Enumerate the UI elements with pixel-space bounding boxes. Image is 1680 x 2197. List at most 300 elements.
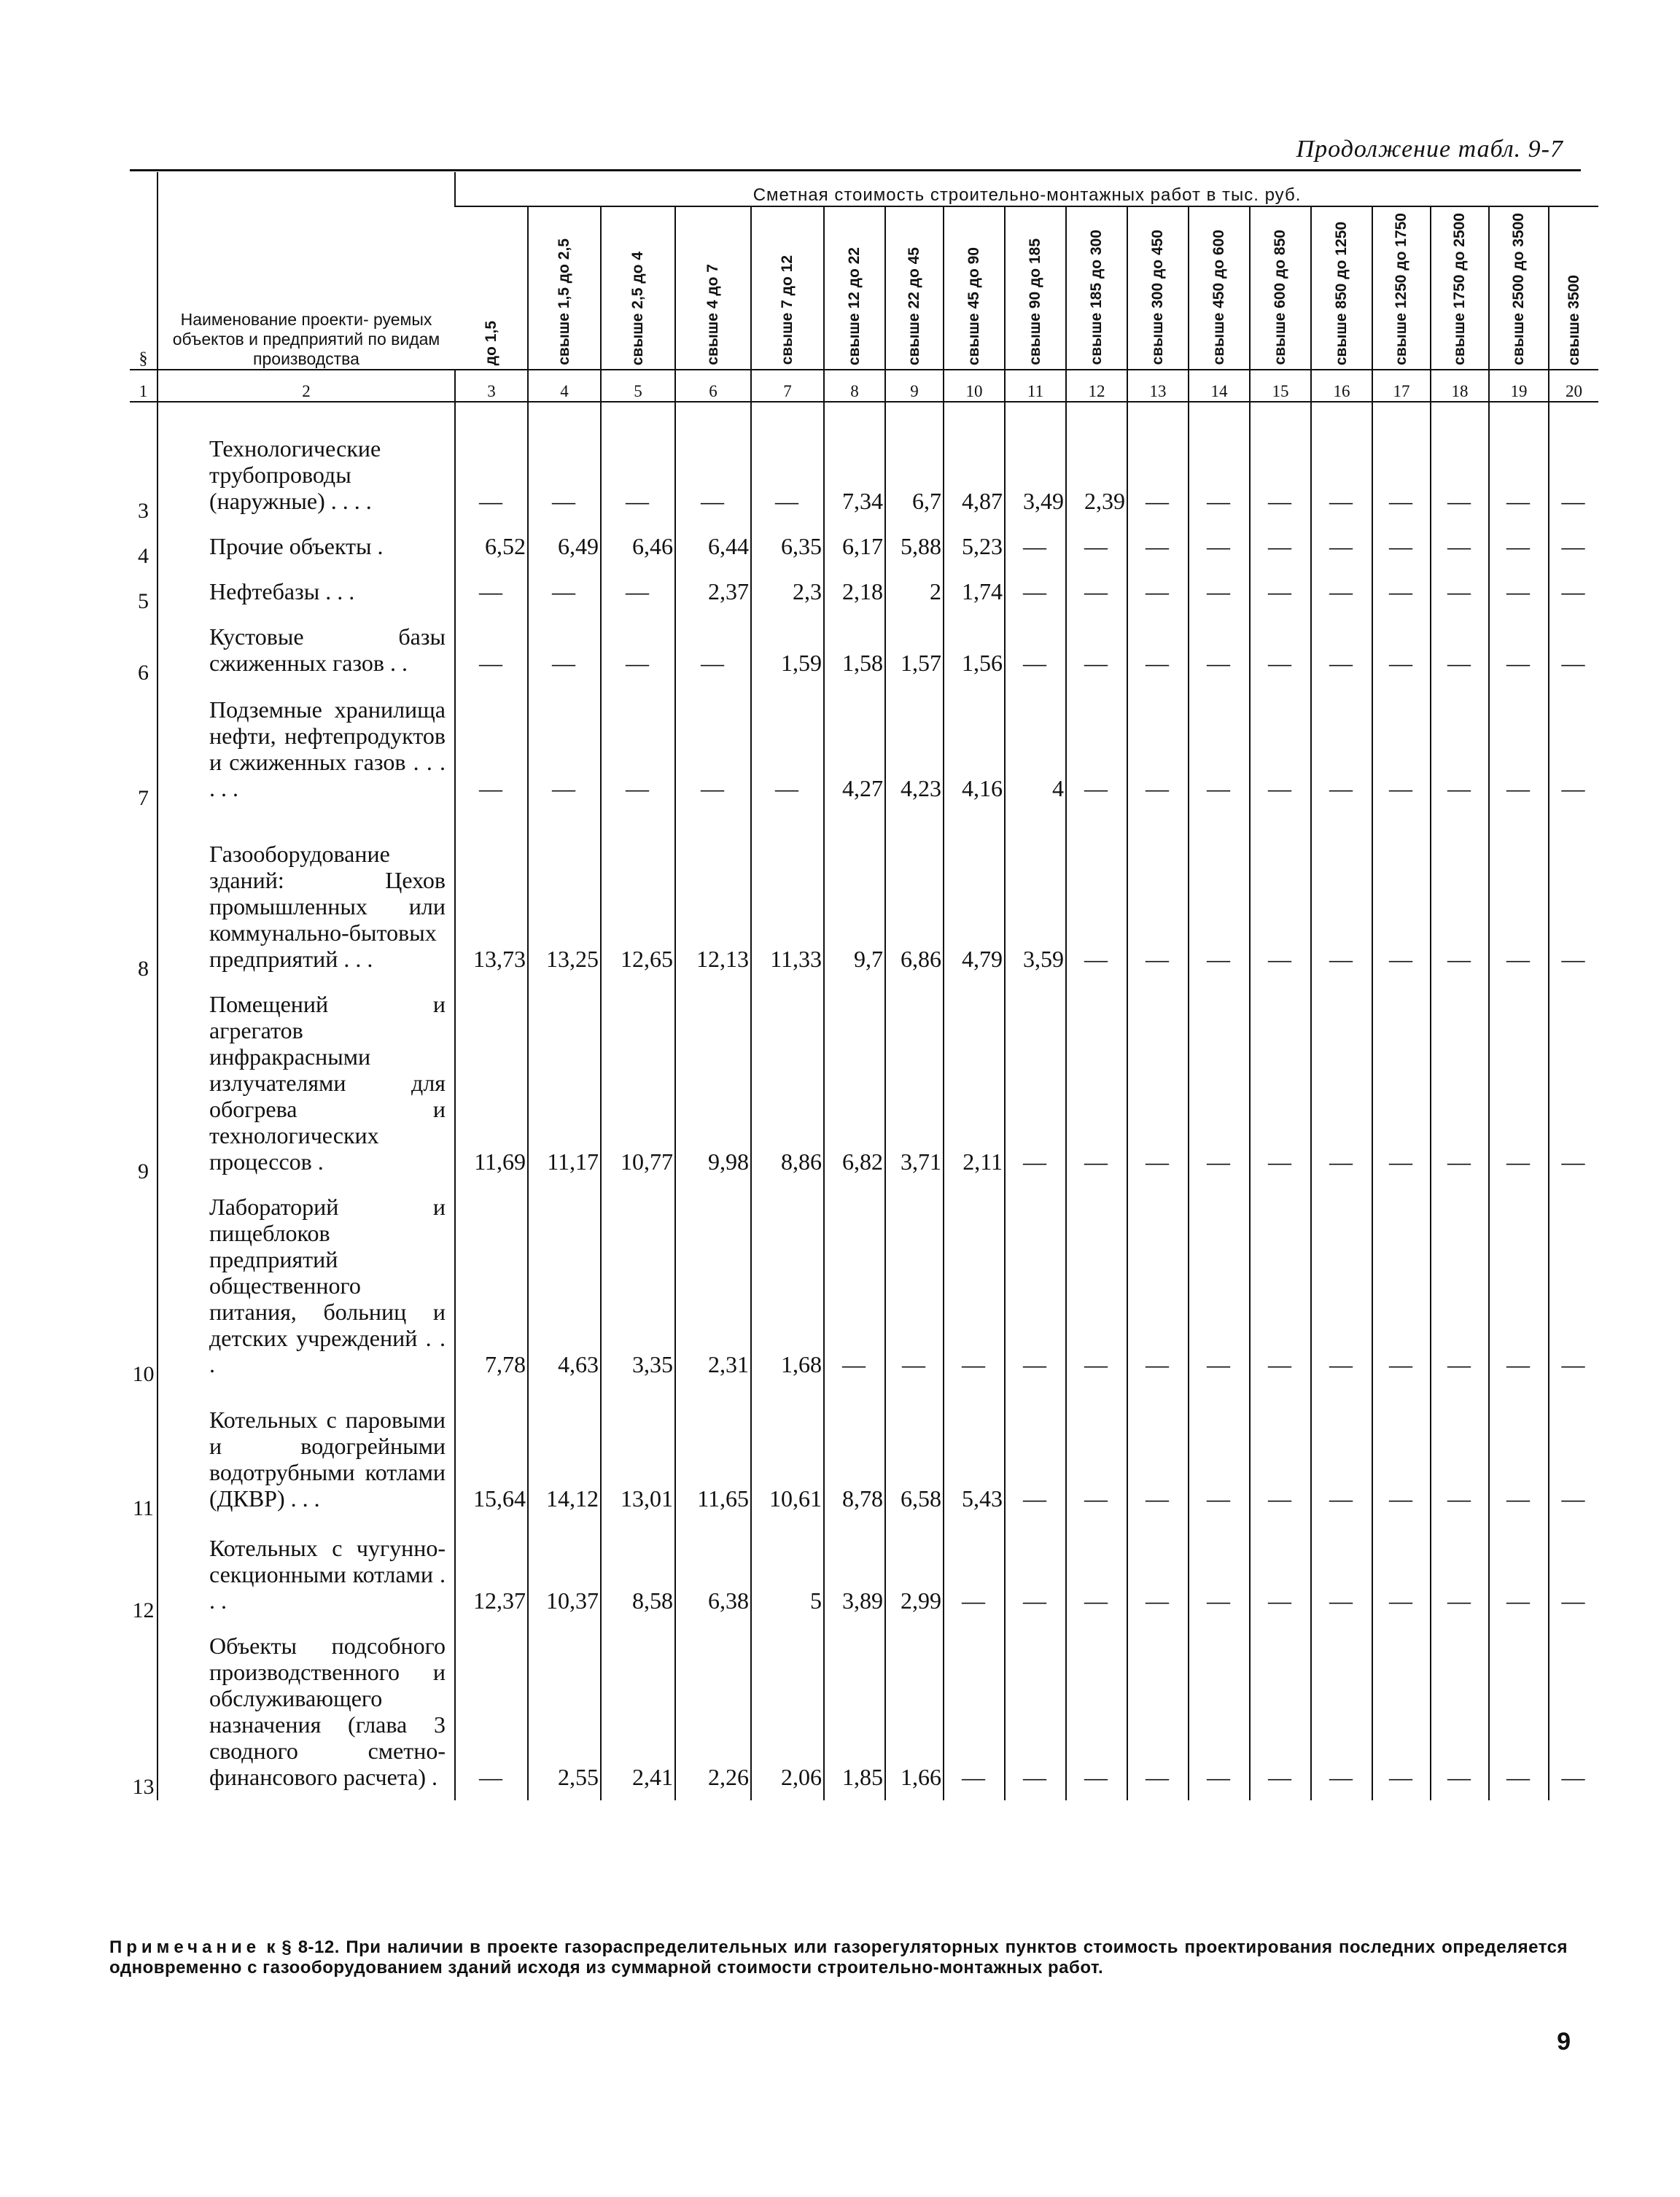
cell-value: —: [1311, 686, 1372, 812]
cell-value: —: [1489, 1388, 1549, 1522]
cell-value: —: [1189, 982, 1250, 1185]
cell-value: —: [1250, 524, 1311, 569]
cell-value: —: [1372, 524, 1431, 569]
footnote-text: к § 8-12. При наличии в проекте газораспределительных или газорегуляторных пунктов стоимость проектирования последних определяется одновременно с газооборудованием зданий исходя из суммарной стоимости строительно-монтажных работ.: [109, 1937, 1568, 1978]
cell-value: 7,34: [824, 402, 885, 524]
cell-value: —: [1549, 1522, 1598, 1624]
cell-value: —: [1250, 1185, 1311, 1388]
row-name: [158, 615, 455, 686]
cell-value: —: [1489, 1185, 1549, 1388]
cell-value: 6,46: [601, 524, 675, 569]
cell-value: —: [528, 402, 601, 524]
cell-value: —: [1549, 402, 1598, 524]
range-header-label: свыше 3500: [1565, 274, 1582, 365]
cell-value: —: [1005, 1185, 1066, 1388]
row-name-text: Газооборудование зданий: Цехов промышленных или коммунально-бытовых предприятий . . .: [209, 840, 446, 972]
cell-value: —: [1489, 1624, 1549, 1800]
cell-value: 8,78: [824, 1388, 885, 1522]
cell-value: —: [1431, 812, 1489, 982]
cell-value: 10,61: [751, 1388, 824, 1522]
range-header-label: до 1,5: [482, 320, 499, 365]
cell-value: —: [1066, 812, 1127, 982]
cell-value: 3,89: [824, 1522, 885, 1624]
range-header: [1489, 206, 1549, 370]
cell-value: —: [1431, 1388, 1489, 1522]
row-section: 6: [138, 660, 149, 685]
row-name: [158, 569, 455, 615]
column-number: 4: [528, 370, 601, 402]
cell-value: —: [1549, 1624, 1598, 1800]
row-name: [158, 402, 455, 524]
cell-value: —: [1066, 1624, 1127, 1800]
cell-value: 2,11: [944, 982, 1005, 1185]
row-section: 7: [138, 785, 149, 810]
column-number: 15: [1250, 370, 1311, 402]
cell-value: —: [1372, 1388, 1431, 1522]
cell-value: 11,69: [455, 982, 528, 1185]
cell-value: —: [885, 1185, 944, 1388]
cell-value: 3,71: [885, 982, 944, 1185]
table-body: [130, 402, 1598, 1800]
cell-value: 10,77: [601, 982, 675, 1185]
cell-value: 4,23: [885, 686, 944, 812]
cell-value: 2,55: [528, 1624, 601, 1800]
column-number: 14: [1189, 370, 1250, 402]
cell-value: 12,37: [455, 1522, 528, 1624]
cell-value: —: [1127, 615, 1189, 686]
column-number: 20: [1549, 370, 1598, 402]
range-header-label: свыше 90 до 185: [1027, 238, 1043, 365]
column-number: 13: [1127, 370, 1189, 402]
row-section: 11: [133, 1496, 154, 1520]
cell-value: —: [1489, 524, 1549, 569]
cell-value: —: [1066, 982, 1127, 1185]
row-name: [158, 1388, 455, 1522]
cell-value: 8,58: [601, 1522, 675, 1624]
column-number: 9: [885, 370, 944, 402]
cell-value: —: [1250, 402, 1311, 524]
cell-value: 14,12: [528, 1388, 601, 1522]
range-header-label: свыше 1750 до 2500: [1451, 213, 1468, 365]
cell-value: —: [1250, 686, 1311, 812]
cell-value: 6,17: [824, 524, 885, 569]
range-header: [944, 206, 1005, 370]
cell-value: —: [1250, 982, 1311, 1185]
column-number: 16: [1311, 370, 1372, 402]
cell-value: —: [1250, 615, 1311, 686]
table-row: [130, 524, 1598, 569]
column-number: 2: [158, 370, 455, 402]
table-row: [130, 615, 1598, 686]
cell-value: —: [1250, 812, 1311, 982]
header-row-span: [130, 172, 1598, 206]
range-header-label: свыше 1250 до 1750: [1393, 213, 1409, 365]
cell-value: —: [1549, 812, 1598, 982]
cell-value: —: [1549, 1388, 1598, 1522]
column-number: 1: [130, 370, 158, 402]
cell-value: —: [1372, 686, 1431, 812]
cell-value: 6,82: [824, 982, 885, 1185]
cell-value: —: [1066, 524, 1127, 569]
cell-value: —: [1311, 1185, 1372, 1388]
cell-value: —: [1311, 1624, 1372, 1800]
cell-value: —: [1372, 1185, 1431, 1388]
cell-value: 1,58: [824, 615, 885, 686]
cell-value: —: [1005, 569, 1066, 615]
cell-value: 5,88: [885, 524, 944, 569]
cell-value: —: [1005, 524, 1066, 569]
cell-value: 7,78: [455, 1185, 528, 1388]
cell-value: —: [1431, 1624, 1489, 1800]
cell-value: 5,23: [944, 524, 1005, 569]
row-name: [158, 1185, 455, 1388]
row-name: [158, 686, 455, 812]
range-header: [675, 206, 751, 370]
table-row: [130, 1624, 1598, 1800]
cell-value: —: [1189, 615, 1250, 686]
range-header: [1431, 206, 1489, 370]
cell-value: —: [601, 615, 675, 686]
row-name-text: Нефтебазы . . .: [209, 578, 355, 604]
cell-value: —: [1431, 686, 1489, 812]
cell-value: 2,3: [751, 569, 824, 615]
cell-value: —: [1127, 1522, 1189, 1624]
cell-value: 2,39: [1066, 402, 1127, 524]
cell-value: —: [1066, 1185, 1127, 1388]
cell-value: 2,18: [824, 569, 885, 615]
cell-value: —: [1005, 1624, 1066, 1800]
cell-value: —: [1189, 686, 1250, 812]
cell-value: 6,86: [885, 812, 944, 982]
cell-value: 9,7: [824, 812, 885, 982]
cell-value: —: [455, 402, 528, 524]
cell-value: —: [1127, 569, 1189, 615]
cell-value: —: [1189, 1388, 1250, 1522]
cell-value: —: [1311, 982, 1372, 1185]
cell-value: 3,35: [601, 1185, 675, 1388]
footnote-lead: Примечание: [109, 1937, 261, 1957]
cost-table: [130, 172, 1598, 1800]
cell-value: 1,66: [885, 1624, 944, 1800]
cell-value: —: [1066, 686, 1127, 812]
cell-value: —: [1372, 569, 1431, 615]
cell-value: —: [675, 686, 751, 812]
cell-value: 6,58: [885, 1388, 944, 1522]
row-section: 4: [138, 543, 149, 568]
cell-value: —: [1311, 569, 1372, 615]
cell-value: —: [1489, 812, 1549, 982]
cell-value: —: [1311, 402, 1372, 524]
range-header: [1066, 206, 1127, 370]
table-row: [130, 686, 1598, 812]
range-header-label: свыше 450 до 600: [1210, 230, 1227, 365]
cell-value: —: [1127, 524, 1189, 569]
cell-value: —: [1549, 569, 1598, 615]
range-header: [751, 206, 824, 370]
cell-value: —: [1066, 569, 1127, 615]
range-header: [528, 206, 601, 370]
cell-value: —: [1066, 1388, 1127, 1522]
cell-value: —: [1189, 524, 1250, 569]
row-name-text: Помещений и агрегатов инфракрасными излучателями для обогрева и технологических процессов .: [209, 990, 446, 1175]
cell-value: —: [1127, 982, 1189, 1185]
cell-value: 11,17: [528, 982, 601, 1185]
header-row-numbers: [130, 370, 1598, 402]
range-header: [1250, 206, 1311, 370]
row-name-text: Объекты подсобного производственного и обслуживающего назначения (глава 3 сводного сметно-финансового расчета) .: [209, 1632, 446, 1790]
cell-value: 1,59: [751, 615, 824, 686]
cell-value: —: [1005, 982, 1066, 1185]
table-row: [130, 1388, 1598, 1522]
cell-value: —: [1311, 524, 1372, 569]
cell-value: 2,06: [751, 1624, 824, 1800]
range-header: [455, 206, 528, 370]
row-section: 13: [132, 1774, 155, 1799]
range-header: [1549, 206, 1598, 370]
cell-value: —: [1431, 1522, 1489, 1624]
cell-value: 4,87: [944, 402, 1005, 524]
range-header: [1127, 206, 1189, 370]
column-number: 10: [944, 370, 1005, 402]
cell-value: 13,73: [455, 812, 528, 982]
cell-value: 13,25: [528, 812, 601, 982]
cell-value: —: [601, 686, 675, 812]
row-name: [158, 1522, 455, 1624]
row-section: 9: [138, 1159, 149, 1183]
cell-value: 8,86: [751, 982, 824, 1185]
cell-value: —: [1431, 569, 1489, 615]
column-number: 8: [824, 370, 885, 402]
cell-value: —: [1489, 402, 1549, 524]
cell-value: —: [1431, 1185, 1489, 1388]
cell-value: —: [601, 402, 675, 524]
range-header-label: свыше 2500 до 3500: [1510, 213, 1527, 365]
row-name-text: Лабораторий и пищеблоков предприятий общественного питания, больниц и детских учреждений . . .: [209, 1193, 446, 1377]
cell-value: 2,37: [675, 569, 751, 615]
cell-value: —: [1372, 1624, 1431, 1800]
range-header: [824, 206, 885, 370]
row-name-text: Котельных с паровыми и водогрейными водотрубными котлами (ДКВР) . . .: [209, 1406, 446, 1512]
cell-value: —: [455, 1624, 528, 1800]
cell-value: —: [1311, 1522, 1372, 1624]
cell-value: —: [751, 402, 824, 524]
cell-value: —: [1005, 1522, 1066, 1624]
row-name: [158, 812, 455, 982]
row-section: 10: [132, 1361, 155, 1386]
cell-value: —: [1549, 1185, 1598, 1388]
cell-value: —: [675, 615, 751, 686]
column-number: 11: [1005, 370, 1066, 402]
cell-value: —: [1127, 1388, 1189, 1522]
cell-value: 1,56: [944, 615, 1005, 686]
section-header: §: [130, 172, 158, 370]
cell-value: —: [1431, 615, 1489, 686]
cell-value: —: [1127, 1624, 1189, 1800]
range-header-label: свыше 185 до 300: [1088, 230, 1105, 365]
column-number: 18: [1431, 370, 1489, 402]
cell-value: 13,01: [601, 1388, 675, 1522]
cell-value: —: [1005, 615, 1066, 686]
row-name-text: Технологические трубопроводы (наружные) . . . .: [209, 435, 381, 514]
table-row: [130, 569, 1598, 615]
cell-value: —: [1189, 402, 1250, 524]
table-row: [130, 1522, 1598, 1624]
cell-value: 12,65: [601, 812, 675, 982]
cell-value: —: [1250, 1624, 1311, 1800]
cell-value: 1,57: [885, 615, 944, 686]
range-header: [1189, 206, 1250, 370]
range-header-label: свыше 1,5 до 2,5: [556, 238, 572, 365]
cell-value: 4,63: [528, 1185, 601, 1388]
cell-value: —: [1311, 812, 1372, 982]
cell-value: —: [1189, 569, 1250, 615]
cell-value: —: [1189, 1185, 1250, 1388]
row-section: 5: [138, 588, 149, 613]
cell-value: —: [944, 1522, 1005, 1624]
cell-value: 6,35: [751, 524, 824, 569]
cell-value: —: [1372, 402, 1431, 524]
table-continuation-caption: Продолжение табл. 9-7: [1296, 136, 1563, 163]
cell-value: —: [1066, 615, 1127, 686]
range-header-label: свыше 22 до 45: [906, 246, 922, 365]
range-header: [885, 206, 944, 370]
row-section: 3: [138, 498, 149, 523]
cell-value: —: [1431, 982, 1489, 1185]
cell-value: —: [1250, 1388, 1311, 1522]
cell-value: —: [1311, 615, 1372, 686]
cell-value: —: [1489, 686, 1549, 812]
cell-value: —: [455, 686, 528, 812]
row-section: 8: [138, 956, 149, 981]
cell-value: 3,49: [1005, 402, 1066, 524]
cell-value: —: [455, 615, 528, 686]
cell-value: —: [1549, 524, 1598, 569]
cell-value: 4,16: [944, 686, 1005, 812]
cell-value: —: [1127, 686, 1189, 812]
top-rule: [130, 169, 1581, 171]
cell-value: 3,59: [1005, 812, 1066, 982]
range-header: [601, 206, 675, 370]
table-row: [130, 402, 1598, 524]
cell-value: —: [1489, 982, 1549, 1185]
row-name-text: Кустовые базы сжиженных газов . .: [209, 623, 446, 676]
cell-value: 1,85: [824, 1624, 885, 1800]
range-header-label: свыше 2,5 до 4: [629, 251, 646, 365]
table-row: [130, 1185, 1598, 1388]
cell-value: —: [1189, 1624, 1250, 1800]
range-header-label: свыше 300 до 450: [1149, 230, 1166, 365]
row-name-text: Подземные хранилища нефти, нефтепродуктов и сжиженных газов . . . . . .: [209, 696, 446, 801]
range-header: [1311, 206, 1372, 370]
column-number: 3: [455, 370, 528, 402]
cell-value: —: [528, 569, 601, 615]
range-header: [1005, 206, 1066, 370]
cell-value: 2: [885, 569, 944, 615]
cell-value: 15,64: [455, 1388, 528, 1522]
cell-value: —: [751, 686, 824, 812]
cell-value: 4: [1005, 686, 1066, 812]
cell-value: —: [1189, 812, 1250, 982]
column-number: 6: [675, 370, 751, 402]
row-name-text: Котельных с чугунно-секционными котлами . . .: [209, 1534, 446, 1614]
column-number: 12: [1066, 370, 1127, 402]
row-section: 12: [132, 1598, 155, 1622]
cell-value: —: [1372, 1522, 1431, 1624]
cell-value: 10,37: [528, 1522, 601, 1624]
cell-value: 4,27: [824, 686, 885, 812]
footnote: [109, 1937, 1568, 1978]
cell-value: 6,7: [885, 402, 944, 524]
cell-value: —: [1489, 569, 1549, 615]
cell-value: —: [675, 402, 751, 524]
name-header: Наименование проекти- руемых объектов и предприятий по видам производства: [158, 172, 455, 370]
page-number: 9: [1557, 2028, 1571, 2056]
cell-value: —: [1250, 569, 1311, 615]
cell-value: —: [1549, 686, 1598, 812]
cell-value: —: [1005, 1388, 1066, 1522]
cell-value: 12,13: [675, 812, 751, 982]
cell-value: 11,33: [751, 812, 824, 982]
row-name: [158, 1624, 455, 1800]
range-header-label: свыше 850 до 1250: [1333, 221, 1350, 365]
cell-value: —: [1489, 615, 1549, 686]
column-number: 7: [751, 370, 824, 402]
cell-value: 2,31: [675, 1185, 751, 1388]
cell-value: 6,44: [675, 524, 751, 569]
cell-value: 5: [751, 1522, 824, 1624]
range-header-label: свыше 12 до 22: [846, 246, 863, 365]
cell-value: —: [1372, 812, 1431, 982]
cell-value: —: [528, 615, 601, 686]
cell-value: —: [1250, 1522, 1311, 1624]
cell-value: —: [1127, 812, 1189, 982]
cell-value: —: [601, 569, 675, 615]
cell-value: 1,74: [944, 569, 1005, 615]
cell-value: 11,65: [675, 1388, 751, 1522]
cell-value: —: [1127, 1185, 1189, 1388]
cell-value: —: [944, 1624, 1005, 1800]
cell-value: 2,26: [675, 1624, 751, 1800]
cell-value: —: [1127, 402, 1189, 524]
column-number: 17: [1372, 370, 1431, 402]
cell-value: —: [1311, 1388, 1372, 1522]
cell-value: —: [528, 686, 601, 812]
cell-value: 2,99: [885, 1522, 944, 1624]
cell-value: —: [944, 1185, 1005, 1388]
cost-span-header: Сметная стоимость строительно-монтажных работ в тыс. руб.: [455, 172, 1598, 206]
row-name: [158, 982, 455, 1185]
cell-value: —: [824, 1185, 885, 1388]
cell-value: —: [1489, 1522, 1549, 1624]
cell-value: —: [455, 569, 528, 615]
cell-value: 6,49: [528, 524, 601, 569]
cell-value: 6,52: [455, 524, 528, 569]
cell-value: —: [1549, 615, 1598, 686]
column-number: 5: [601, 370, 675, 402]
cell-value: 6,38: [675, 1522, 751, 1624]
range-header-label: свыше 7 до 12: [779, 255, 796, 365]
column-number: 19: [1489, 370, 1549, 402]
cell-value: —: [1431, 524, 1489, 569]
cell-value: —: [1431, 402, 1489, 524]
cell-value: 5,43: [944, 1388, 1005, 1522]
range-header-label: свыше 4 до 7: [704, 264, 721, 365]
cell-value: —: [1372, 982, 1431, 1185]
row-name-text: Прочие объекты .: [209, 532, 384, 559]
cell-value: —: [1189, 1522, 1250, 1624]
cell-value: 4,79: [944, 812, 1005, 982]
range-header-label: свыше 600 до 850: [1272, 230, 1288, 365]
